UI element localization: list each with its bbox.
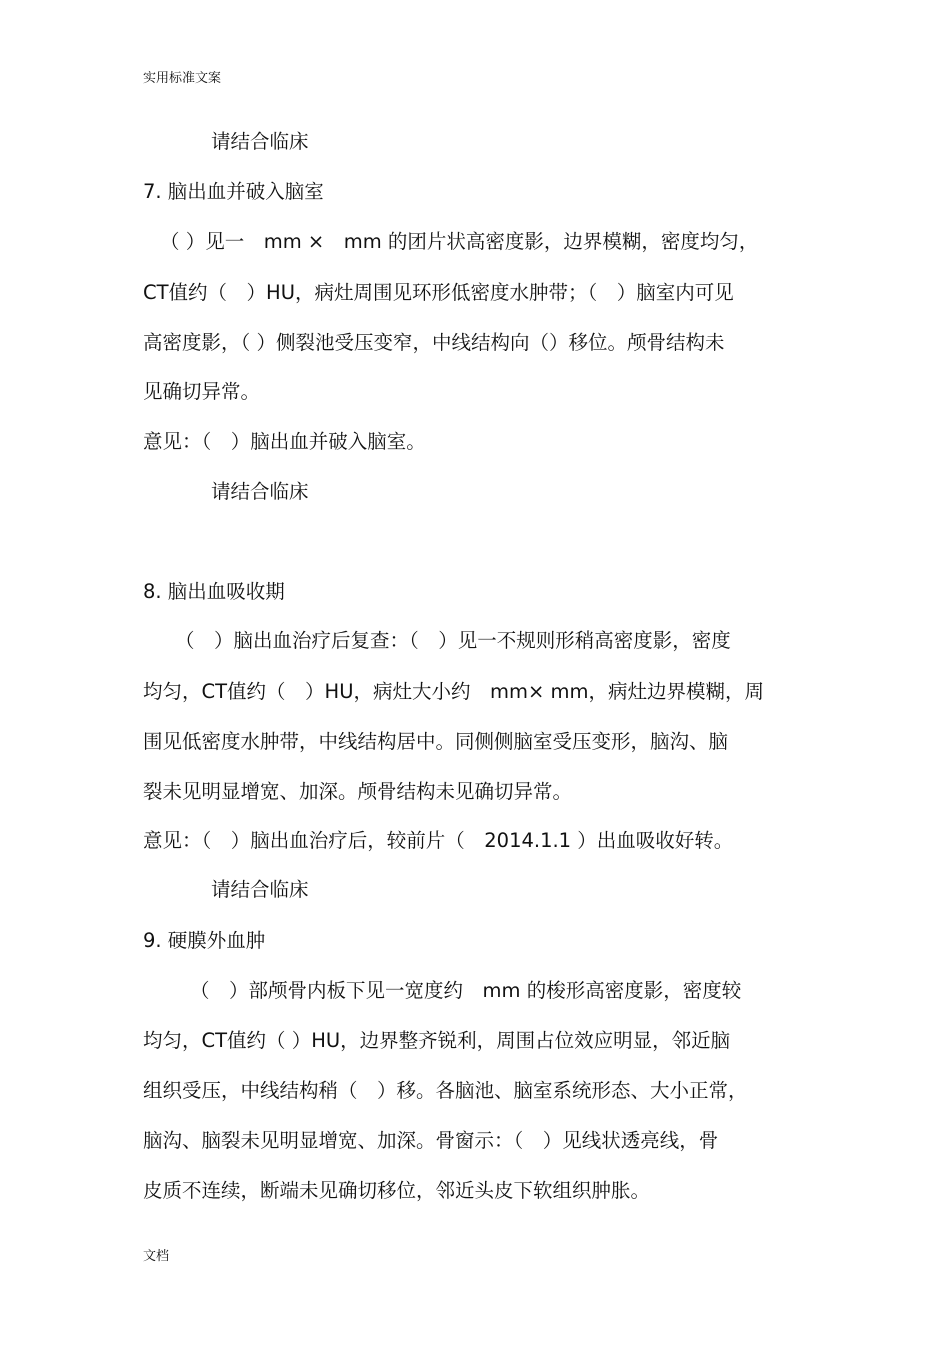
body-line: （ ）部颅骨内板下见一宽度约 mm 的梭形高密度影，密度较	[190, 979, 742, 1002]
body-line: CT值约（ ）HU，病灶周围见环形低密度水肿带；（ ）脑室内可见	[143, 281, 734, 304]
body-line: 高密度影，（ ）侧裂池受压变窄，中线结构向（）移位。颅骨结构未	[143, 331, 725, 354]
opinion-line: 意见：（ ）脑出血治疗后，较前片（ 2014.1.1 ）出血吸收好转。	[143, 829, 734, 852]
body-line: 均匀，CT值约（ ）HU，病灶大小约 mm× mm，病灶边界模糊，周	[143, 680, 764, 703]
page-header: 实用标准文案	[143, 71, 222, 86]
body-line: 脑沟、脑裂未见明显增宽、加深。骨窗示：（ ）见线状透亮线，骨	[143, 1129, 719, 1152]
section-title-8: 8. 脑出血吸收期	[143, 580, 285, 603]
section-title-7: 7. 脑出血并破入脑室	[143, 180, 324, 203]
body-line: 皮质不连续，断端未见确切移位，邻近头皮下软组织肿胀。	[143, 1179, 651, 1202]
body-line: 围见低密度水肿带，中线结构居中。同侧侧脑室受压变形，脑沟、脑	[143, 730, 729, 753]
clinical-note-1: 请结合临床	[211, 130, 309, 153]
body-line: 见确切异常。	[143, 380, 261, 403]
body-line: 裂未见明显增宽、加深。颅骨结构未见确切异常。	[143, 780, 573, 803]
clinical-note-2: 请结合临床	[211, 480, 309, 503]
clinical-note-3: 请结合临床	[211, 878, 309, 901]
opinion-line: 意见：（ ）脑出血并破入脑室。	[143, 430, 426, 453]
page-footer: 文档	[143, 1249, 170, 1264]
body-line: （ ）见一 mm × mm 的团片状高密度影，边界模糊，密度均匀，	[160, 230, 759, 253]
body-line: 均匀，CT值约（ ）HU，边界整齐锐利，周围占位效应明显，邻近脑	[143, 1029, 731, 1052]
body-line: （ ）脑出血治疗后复查：（ ）见一不规则形稍高密度影，密度	[175, 629, 731, 652]
body-line: 组织受压，中线结构稍（ ）移。各脑池、脑室系统形态、大小正常，	[143, 1079, 748, 1102]
section-title-9: 9. 硬膜外血肿	[143, 929, 266, 952]
